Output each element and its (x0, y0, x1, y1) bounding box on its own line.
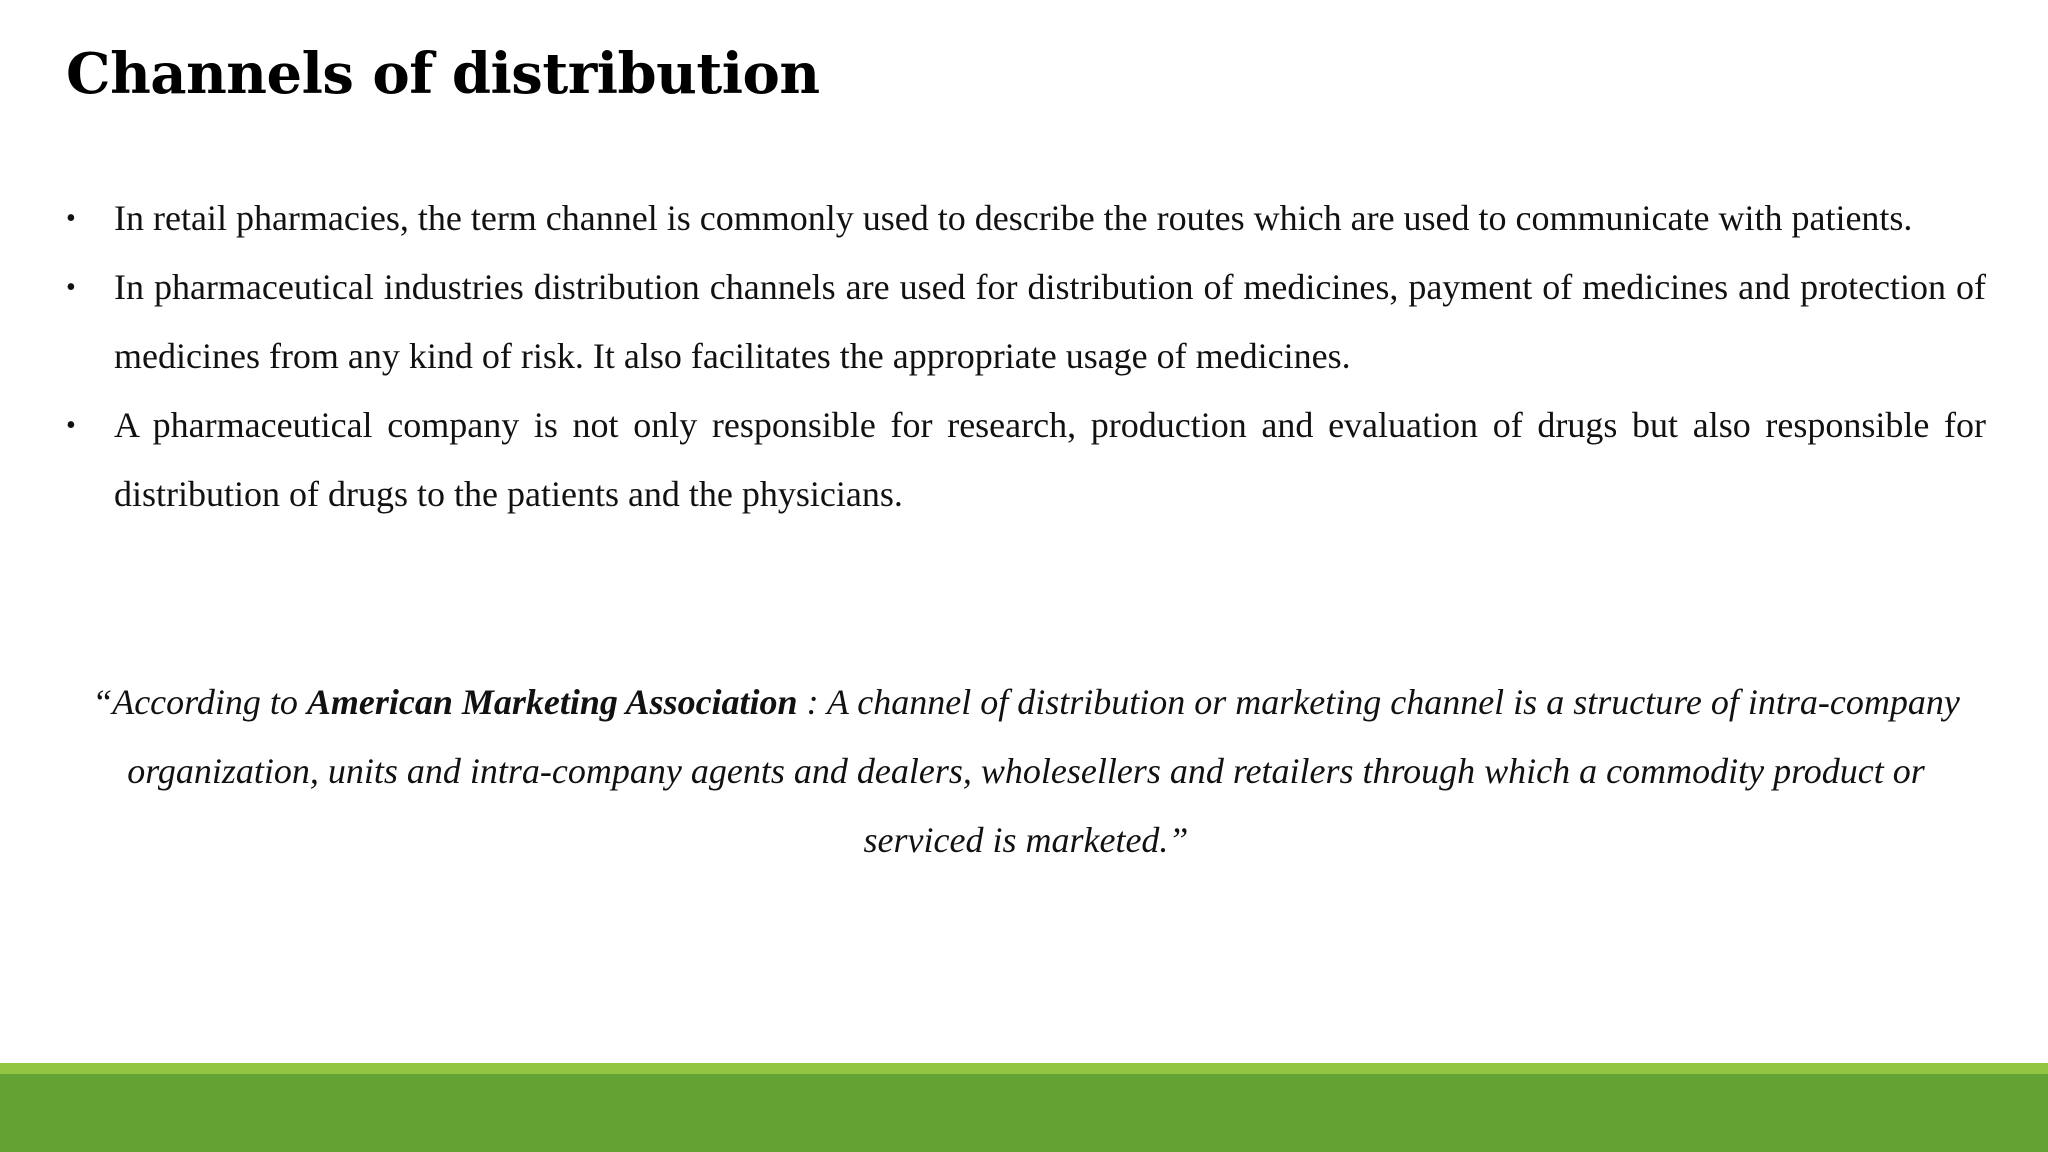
bullet-item (66, 253, 1986, 391)
bullet-text: A pharmaceutical company is not only responsible for research, production and evaluation of drugs but also responsible for distribution of drugs to the patients and the physicians. (114, 405, 1986, 514)
bullet-text: In pharmaceutical industries distribution channels are used for distribution of medicines, payment of medicines and protection of medicines from any kind of risk. It also facilitates the appropriate usage of medicines. (114, 267, 1986, 376)
bullet-list (66, 184, 1986, 529)
bullet-marker: • (66, 410, 76, 441)
bullet-item (66, 184, 1986, 253)
bullet-text: In retail pharmacies, the term channel is commonly used to describe the routes which are used to communicate with patients. (114, 198, 1913, 238)
bullet-marker: • (66, 203, 76, 234)
bullet-item (66, 391, 1986, 529)
quote-body: : A channel of distribution or marketing channel is a structure of intra-company organization, units and intra-company agents and dealers, wholesellers and retailers through which a commodity product or serviced is marketed.” (127, 682, 1960, 860)
bullet-marker: • (66, 272, 76, 303)
footer-band-dark (0, 1074, 2048, 1152)
quote-prefix: “According to (92, 682, 307, 722)
definition-quote (66, 668, 1986, 875)
slide-title: Channels of distribution (66, 41, 820, 107)
quote-source: American Marketing Association (306, 682, 798, 722)
footer-band-light (0, 1063, 2048, 1074)
